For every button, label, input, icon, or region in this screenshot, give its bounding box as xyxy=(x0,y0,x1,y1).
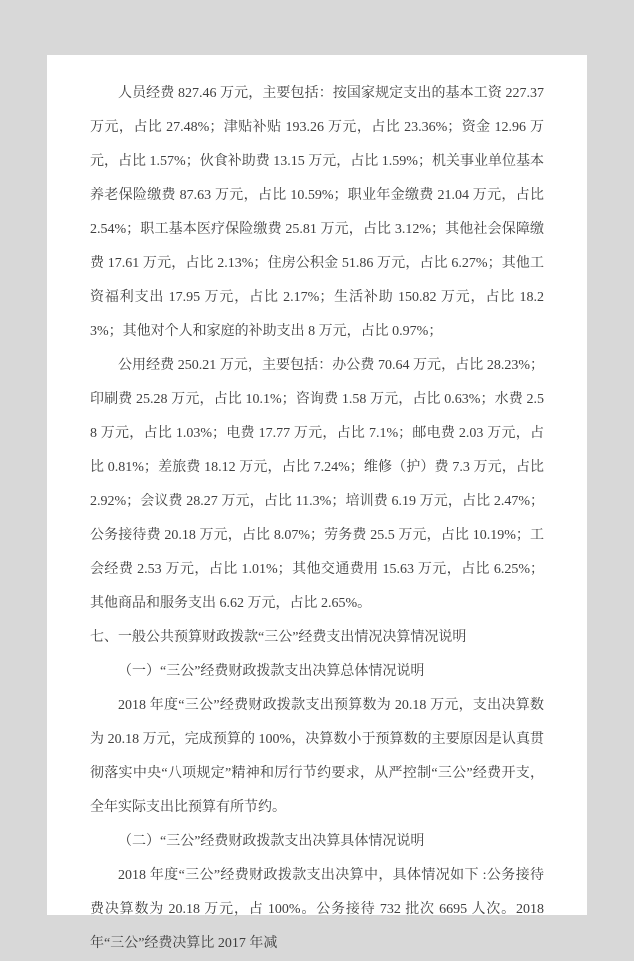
specific-situation-paragraph: 2018 年度“三公”经费财政拨款支出决算中，具体情况如下 :公务接待费决算数为 20.18 万元，占 100%。公务接待 732 批次 6695 人次。2018 年“三公”经费决算比 2017 年减 xyxy=(90,868,544,951)
section-seven-heading: 七、一般公共预算财政拨款“三公”经费支出情况决算情况说明 xyxy=(90,630,467,645)
subsection-one-heading: （一）“三公”经费财政拨款支出决算总体情况说明 xyxy=(118,664,425,679)
overall-situation-paragraph: 2018 年度“三公”经费财政拨款支出预算数为 20.18 万元，支出决算数为 20.18 万元，完成预算的 100%，决算数小于预算数的主要原因是认真贯彻落实中央“八项规定”精神和厉行节约要求，从严控制“三公”经费开支，全年实际支出比预算有所节约。 xyxy=(90,698,544,815)
subsection-two-heading: （二）“三公”经费财政拨款支出决算具体情况说明 xyxy=(118,834,425,849)
personnel-expense-paragraph: 人员经费 827.46 万元，主要包括：按国家规定支出的基本工资 227.37 万元，占比 27.48%；津贴补贴 193.26 万元，占比 23.36%；资金 12.96 万元，占比 1.57%；伙食补助费 13.15 万元，占比 1.59%；机关事业单位基本养老保险缴费 87.63 万元，占比 10.59%；职业年金缴费 21.04 万元，占比 2.54%；职工基本医疗保险缴费 25.81 万元，占比 3.12%；其他社会保障缴费 17.61 万元，占比 2.13%；住房公积金 51.86 万元，占比 6.27%；其他工资福利支出 17.95 万元，占比 2.17%；生活补助 150.82 万元，占比 18.23%；其他对个人和家庭的补助支出 8 万元，占比 0.97%； xyxy=(90,86,544,339)
public-expense-paragraph: 公用经费 250.21 万元，主要包括：办公费 70.64 万元，占比 28.23%；印刷费 25.28 万元，占比 10.1%；咨询费 1.58 万元，占比 0.63%；水费 2.58 万元，占比 1.03%；电费 17.77 万元，占比 7.1%；邮电费 2.03 万元，占比 0.81%；差旅费 18.12 万元，占比 7.24%；维修（护）费 7.3 万元，占比 2.92%；会议费 28.27 万元，占比 11.3%；培训费 6.19 万元，占比 2.47%；公务接待费 20.18 万元，占比 8.07%；劳务费 25.5 万元，占比 10.19%；工会经费 2.53 万元，占比 1.01%；其他交通费用 15.63 万元，占比 6.25%；其他商品和服务支出 6.62 万元，占比 2.65%。 xyxy=(90,358,544,611)
document-page xyxy=(47,55,587,951)
